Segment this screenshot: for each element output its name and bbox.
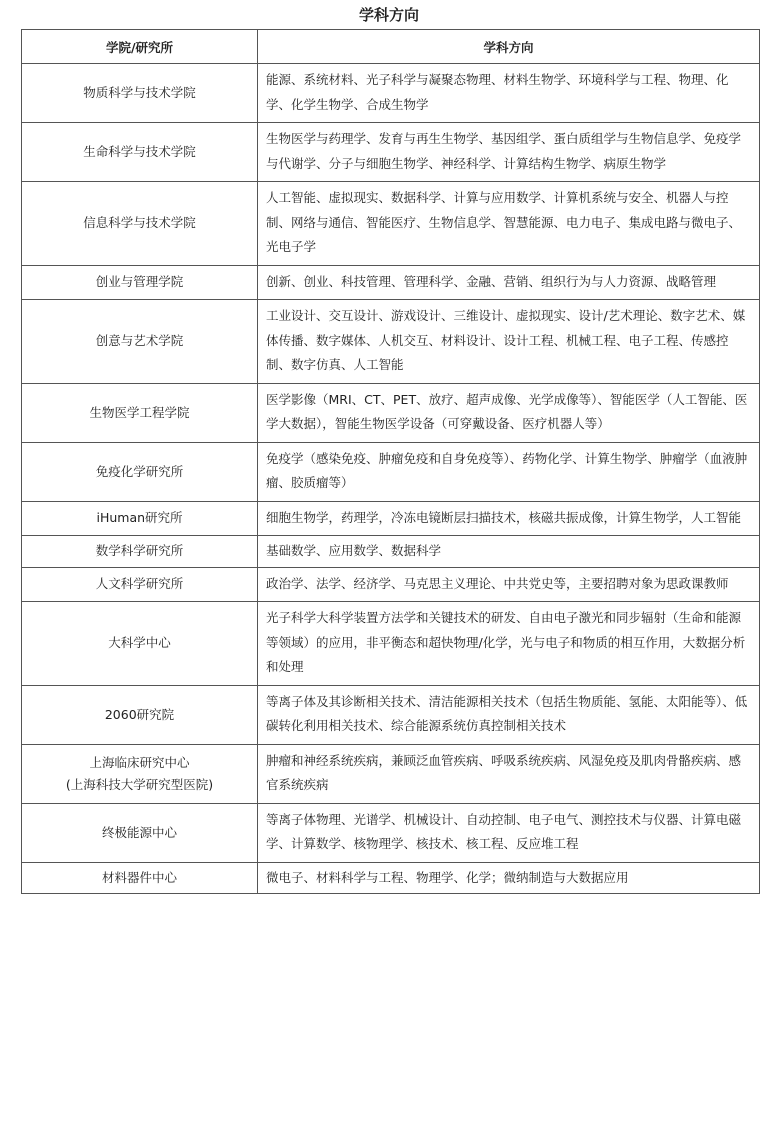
direction-cell: 等离子体及其诊断相关技术、清洁能源相关技术（包括生物质能、氢能、太阳能等）、低碳转化利用相关技术、综合能源系统仿真控制相关技术 <box>258 685 760 744</box>
table-row <box>22 442 760 501</box>
table-row <box>22 64 760 123</box>
direction-cell: 政治学、法学、经济学、马克思主义理论、中共党史等，主要招聘对象为思政课教师 <box>258 567 760 602</box>
institute-cell: 大科学中心 <box>22 602 258 686</box>
institute-subname: (上海科技大学研究型医院) <box>65 776 214 792</box>
table-row <box>22 862 760 894</box>
institute-cell: 2060研究院 <box>22 685 258 744</box>
direction-cell: 创新、创业、科技管理、管理科学、金融、营销、组织行为与人力资源、战略管理 <box>258 265 760 300</box>
institute-cell: iHuman研究所 <box>22 501 258 536</box>
institute-cell: 创业与管理学院 <box>22 265 258 300</box>
table-row <box>22 536 760 568</box>
header-institute: 学院/研究所 <box>22 30 258 64</box>
table-row <box>22 383 760 442</box>
institute-cell: 生物医学工程学院 <box>22 383 258 442</box>
direction-cell: 光子科学大科学装置方法学和关键技术的研发、自由电子激光和同步辐射（生命和能源等领域）的应用，非平衡态和超快物理/化学，光与电子和物质的相互作用，大数据分析和处理 <box>258 602 760 686</box>
table-row <box>22 182 760 266</box>
institute-cell: 创意与艺术学院 <box>22 300 258 384</box>
direction-cell: 医学影像（MRI、CT、PET、放疗、超声成像、光学成像等）、智能医学（人工智能、医学大数据），智能生物医学设备（可穿戴设备、医疗机器人等） <box>258 383 760 442</box>
table-row <box>22 744 760 803</box>
direction-cell: 细胞生物学，药理学，冷冻电镜断层扫描技术，核磁共振成像，计算生物学，人工智能 <box>258 501 760 536</box>
table-row <box>22 300 760 384</box>
table-header-row <box>22 30 760 64</box>
direction-cell: 人工智能、虚拟现实、数据科学、计算与应用数学、计算机系统与安全、机器人与控制、网络与通信、智能医疗、生物信息学、智慧能源、电力电子、集成电路与微电子、光电子学 <box>258 182 760 266</box>
discipline-table <box>21 29 760 894</box>
institute-cell: 物质科学与技术学院 <box>22 64 258 123</box>
direction-cell: 微电子、材料科学与工程、物理学、化学；微纳制造与大数据应用 <box>258 862 760 894</box>
institute-cell: 终极能源中心 <box>22 803 258 862</box>
direction-cell: 等离子体物理、光谱学、机械设计、自动控制、电子电气、测控技术与仪器、计算电磁学、计算数学、核物理学、核技术、核工程、反应堆工程 <box>258 803 760 862</box>
institute-cell: 生命科学与技术学院 <box>22 123 258 182</box>
institute-cell: 免疫化学研究所 <box>22 442 258 501</box>
institute-cell: 信息科学与技术学院 <box>22 182 258 266</box>
institute-cell <box>22 744 258 803</box>
institute-cell: 人文科学研究所 <box>22 567 258 602</box>
table-row <box>22 265 760 300</box>
direction-cell: 工业设计、交互设计、游戏设计、三维设计、虚拟现实、设计/艺术理论、数字艺术、媒体传播、数字媒体、人机交互、材料设计、设计工程、机械工程、电子工程、传感控制、数字仿真、人工智能 <box>258 300 760 384</box>
table-row <box>22 567 760 602</box>
institute-cell: 数学科学研究所 <box>22 536 258 568</box>
table-row <box>22 123 760 182</box>
direction-cell: 生物医学与药理学、发育与再生生物学、基因组学、蛋白质组学与生物信息学、免疫学与代谢学、分子与细胞生物学、神经科学、计算结构生物学、病原生物学 <box>258 123 760 182</box>
table-row <box>22 501 760 536</box>
institute-name: 上海临床研究中心 <box>89 754 190 770</box>
table-row <box>22 803 760 862</box>
direction-cell: 能源、系统材料、光子科学与凝聚态物理、材料生物学、环境科学与工程、物理、化学、化学生物学、合成生物学 <box>258 64 760 123</box>
direction-cell: 免疫学（感染免疫、肿瘤免疫和自身免疫等）、药物化学、计算生物学、肿瘤学（血液肿瘤、胶质瘤等） <box>258 442 760 501</box>
table-row <box>22 602 760 686</box>
direction-cell: 肿瘤和神经系统疾病，兼顾泛血管疾病、呼吸系统疾病、风湿免疫及肌肉骨骼疾病、感官系统疾病 <box>258 744 760 803</box>
table-row <box>22 685 760 744</box>
header-direction: 学科方向 <box>258 30 760 64</box>
direction-cell: 基础数学、应用数学、数据科学 <box>258 536 760 568</box>
page-title: 学科方向 <box>358 6 419 24</box>
institute-cell: 材料器件中心 <box>22 862 258 894</box>
